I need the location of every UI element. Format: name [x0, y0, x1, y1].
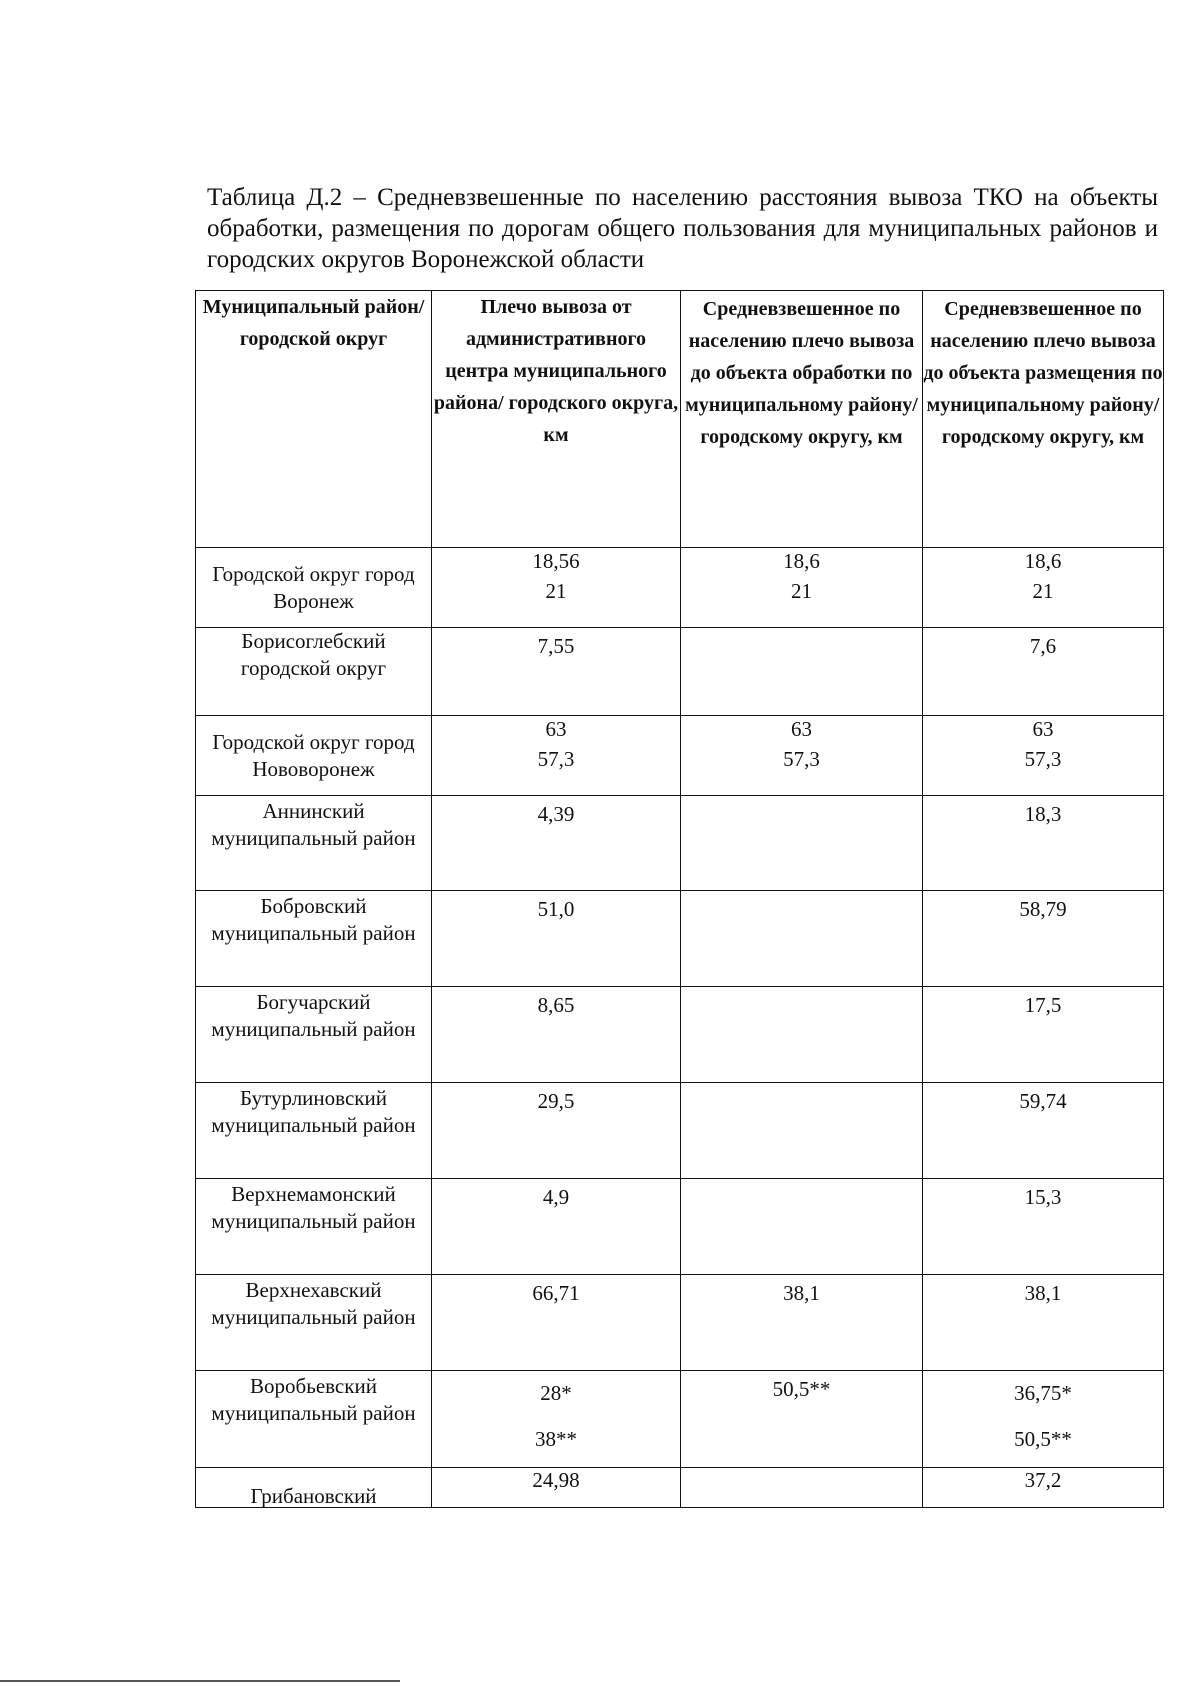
center-distance: 24,98 — [432, 1468, 681, 1508]
disposal-distance: 38,1 — [923, 1275, 1164, 1371]
table-row — [196, 891, 1164, 987]
disposal-distance: 17,5 — [923, 987, 1164, 1083]
disposal-distance: 58,79 — [923, 891, 1164, 987]
table-row — [196, 716, 1164, 796]
district-name: Бутурлиновский муниципальный район — [196, 1083, 432, 1179]
processing-distance: 18,6 21 — [681, 548, 923, 628]
disposal-distance: 37,2 — [923, 1468, 1164, 1508]
center-distance: 51,0 — [432, 891, 681, 987]
center-distance: 18,56 21 — [432, 548, 681, 628]
processing-distance — [681, 987, 923, 1083]
processing-distance — [681, 1179, 923, 1275]
processing-distance: 50,5** — [681, 1371, 923, 1468]
district-name: Городской округ город Воронеж — [196, 548, 432, 628]
district-name: Аннинский муниципальный район — [196, 796, 432, 891]
header-processing-distance: Средневзвешенное по населению плечо вывоза до объекта обработки по муниципальному району/ городскому округу, км — [681, 291, 923, 548]
processing-distance — [681, 1468, 923, 1508]
table-row — [196, 628, 1164, 716]
district-name: Грибановский — [196, 1468, 432, 1508]
district-name: Верхнемамонский муниципальный район — [196, 1179, 432, 1275]
distance-table — [195, 290, 1164, 1508]
processing-distance — [681, 796, 923, 891]
district-name: Бобровский муниципальный район — [196, 891, 432, 987]
disposal-distance: 18,6 21 — [923, 548, 1164, 628]
table-row — [196, 1179, 1164, 1275]
disposal-distance: 59,74 — [923, 1083, 1164, 1179]
header-disposal-distance: Средневзвешенное по населению плечо вывоза до объекта размещения по муниципальному району/ городскому округу, км — [923, 291, 1164, 548]
header-center-distance: Плечо вывоза от административного центра муниципального района/ городского округа, км — [432, 291, 681, 548]
district-name: Городской округ город Нововоронеж — [196, 716, 432, 796]
table-row — [196, 1275, 1164, 1371]
center-distance: 28* 38** — [432, 1371, 681, 1468]
center-distance: 4,39 — [432, 796, 681, 891]
processing-distance — [681, 891, 923, 987]
processing-distance: 63 57,3 — [681, 716, 923, 796]
table-header-row — [196, 291, 1164, 548]
disposal-distance: 18,3 — [923, 796, 1164, 891]
table-row — [196, 796, 1164, 891]
center-distance: 63 57,3 — [432, 716, 681, 796]
center-distance: 4,9 — [432, 1179, 681, 1275]
table-row — [196, 548, 1164, 628]
center-distance: 29,5 — [432, 1083, 681, 1179]
disposal-distance: 63 57,3 — [923, 716, 1164, 796]
disposal-distance: 36,75* 50,5** — [923, 1371, 1164, 1468]
table-row — [196, 1468, 1164, 1508]
table-row — [196, 1083, 1164, 1179]
table-caption: Таблица Д.2 – Средневзвешенные по населению расстояния вывоза ТКО на объекты обработки, размещения по дорогам общего пользования для муниципальных районов и городских округов Воронежской области — [207, 184, 1158, 273]
disposal-distance: 7,6 — [923, 628, 1164, 716]
table-row — [196, 987, 1164, 1083]
center-distance: 66,71 — [432, 1275, 681, 1371]
processing-distance — [681, 1083, 923, 1179]
center-distance: 7,55 — [432, 628, 681, 716]
table-row — [196, 1371, 1164, 1468]
center-distance: 8,65 — [432, 987, 681, 1083]
processing-distance: 38,1 — [681, 1275, 923, 1371]
district-name: Борисоглебский городской округ — [196, 628, 432, 716]
district-name: Верхнехавский муниципальный район — [196, 1275, 432, 1371]
scan-edge-line — [0, 1680, 400, 1682]
district-name: Воробьевский муниципальный район — [196, 1371, 432, 1468]
processing-distance — [681, 628, 923, 716]
district-name: Богучарский муниципальный район — [196, 987, 432, 1083]
header-district: Муниципальный район/ городской округ — [196, 291, 432, 548]
disposal-distance: 15,3 — [923, 1179, 1164, 1275]
